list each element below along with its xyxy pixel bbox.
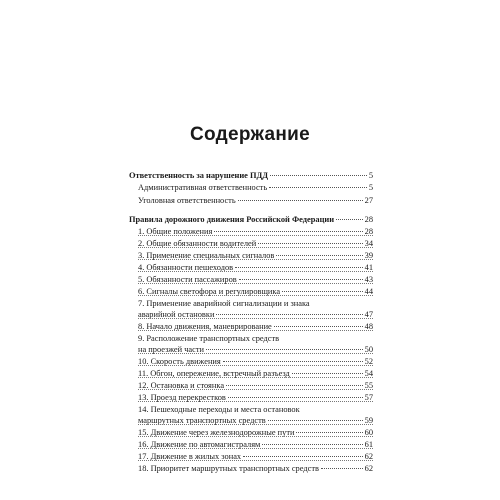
toc-page-number: 28 xyxy=(364,215,373,224)
toc-page-number: 5 xyxy=(368,171,373,180)
toc-dot-leader xyxy=(223,361,363,362)
toc-entry-7[interactable] xyxy=(138,298,373,320)
toc-dot-leader xyxy=(262,444,362,445)
toc-entry-label: Административная ответственность xyxy=(138,183,268,192)
toc-page-number: 48 xyxy=(364,322,373,331)
toc-entry-label: Ответственность за нарушение ПДД xyxy=(129,171,269,180)
toc-entry-label: 1. Общие положения xyxy=(138,227,213,236)
toc-entry-admin[interactable] xyxy=(138,182,373,193)
toc-dot-leader xyxy=(336,219,363,220)
toc-page-number: 44 xyxy=(364,287,373,296)
toc-section-traffic-rules[interactable] xyxy=(129,214,373,225)
toc-entry-label: 16. Движение по автомагистралям xyxy=(138,440,261,449)
page-title: Содержание xyxy=(189,124,311,145)
toc-dot-leader xyxy=(238,200,363,201)
toc-page-number: 59 xyxy=(364,416,373,425)
toc-dot-leader xyxy=(282,291,363,292)
row-divider xyxy=(138,235,373,236)
toc-dot-leader xyxy=(216,314,362,315)
toc-dot-leader xyxy=(269,187,367,188)
toc-dot-leader xyxy=(258,243,362,244)
row-divider xyxy=(138,365,373,366)
toc-dot-leader xyxy=(243,456,363,457)
toc-entry-label: 5. Обязанности пассажиров xyxy=(138,275,237,284)
toc-dot-leader xyxy=(228,397,363,398)
row-divider xyxy=(138,295,373,296)
toc-entry-label: 10. Скорость движения xyxy=(138,357,221,366)
toc-page-number: 47 xyxy=(364,310,373,319)
row-divider xyxy=(138,460,373,461)
row-divider xyxy=(138,271,373,272)
toc-dot-leader xyxy=(226,385,363,386)
row-divider xyxy=(138,436,373,437)
toc-page-number: 5 xyxy=(368,183,373,192)
toc-page-number: 41 xyxy=(364,263,373,272)
toc-page-number: 39 xyxy=(364,251,373,260)
toc-page-number: 34 xyxy=(364,239,373,248)
toc-entry-label: 2. Общие обязанности водителей xyxy=(138,239,257,248)
row-divider xyxy=(138,247,373,248)
toc-dot-leader xyxy=(274,326,363,327)
toc-dot-leader xyxy=(206,349,363,350)
row-divider xyxy=(138,424,373,425)
toc-entry-label: 4. Обязанности пешеходов xyxy=(138,263,234,272)
toc-dot-leader xyxy=(321,468,363,469)
toc-entry-label: 3. Применение специальных сигналов xyxy=(138,251,275,260)
toc-dot-leader xyxy=(235,267,362,268)
toc-page-number: 62 xyxy=(364,452,373,461)
toc-page-number: 61 xyxy=(364,440,373,449)
toc-entry-label: 8. Начало движения, маневрирование xyxy=(138,322,272,331)
toc-page-number: 55 xyxy=(364,381,373,390)
toc-entry-label-line2: маршрутных транспортных средств xyxy=(138,416,266,425)
toc-entry-label: 15. Движение через железнодорожные пути xyxy=(138,428,295,437)
toc-entry-label-line2: аварийной остановки xyxy=(138,310,215,319)
toc-page-number: 27 xyxy=(364,196,373,205)
toc-page-number: 62 xyxy=(364,464,373,473)
toc-entry-label: 6. Сигналы светофора и регулировщика xyxy=(138,287,281,296)
row-divider xyxy=(138,389,373,390)
row-divider xyxy=(138,283,373,284)
row-divider xyxy=(138,353,373,354)
toc-dot-leader xyxy=(292,373,363,374)
toc-dot-leader xyxy=(239,279,363,280)
row-divider xyxy=(138,330,373,331)
toc-page-number: 43 xyxy=(364,275,373,284)
toc-entry-14[interactable] xyxy=(138,404,373,426)
toc-entry-label-line2: на проезжей части xyxy=(138,345,204,354)
toc-dot-leader xyxy=(276,255,362,256)
toc-entry-18[interactable] xyxy=(138,463,373,474)
toc-entry-criminal[interactable] xyxy=(138,195,373,206)
toc-dot-leader xyxy=(296,432,362,433)
toc-entry-label-line1: 7. Применение аварийной сигнализации и знака xyxy=(138,299,310,308)
row-divider xyxy=(138,448,373,449)
toc-entry-label-line1: 14. Пешеходные переходы и места остановок xyxy=(138,405,300,414)
toc-page-number: 52 xyxy=(364,357,373,366)
toc-entry-label-line1: 9. Расположение транспортных средств xyxy=(138,334,280,343)
toc-entry-label: 12. Остановка и стоянка xyxy=(138,381,225,390)
toc-entry-label: 17. Движение в жилых зонах xyxy=(138,452,242,461)
toc-entry-label: 13. Проезд перекрестков xyxy=(138,393,226,402)
toc-dot-leader xyxy=(214,231,362,232)
toc-page-number: 54 xyxy=(364,369,373,378)
row-divider xyxy=(138,377,373,378)
toc-entry-label: 18. Приоритет маршрутных транспортных средств xyxy=(138,464,319,473)
toc-entry-label: 11. Обгон, опережение, встречный разъезд xyxy=(138,369,290,378)
toc-dot-leader xyxy=(268,420,363,421)
toc-page-number: 50 xyxy=(364,345,373,354)
toc-section-responsibility[interactable] xyxy=(129,170,373,181)
toc-dot-leader xyxy=(270,175,367,176)
toc-page-number: 57 xyxy=(364,393,373,402)
row-divider xyxy=(138,259,373,260)
toc-entry-label: Уголовная ответственность xyxy=(138,196,236,205)
toc-page-number: 28 xyxy=(364,227,373,236)
row-divider xyxy=(138,318,373,319)
toc-page-number: 60 xyxy=(364,428,373,437)
toc-entry-9[interactable] xyxy=(138,333,373,355)
toc-entry-label: Правила дорожного движения Российской Федерации xyxy=(129,215,335,224)
row-divider xyxy=(138,401,373,402)
